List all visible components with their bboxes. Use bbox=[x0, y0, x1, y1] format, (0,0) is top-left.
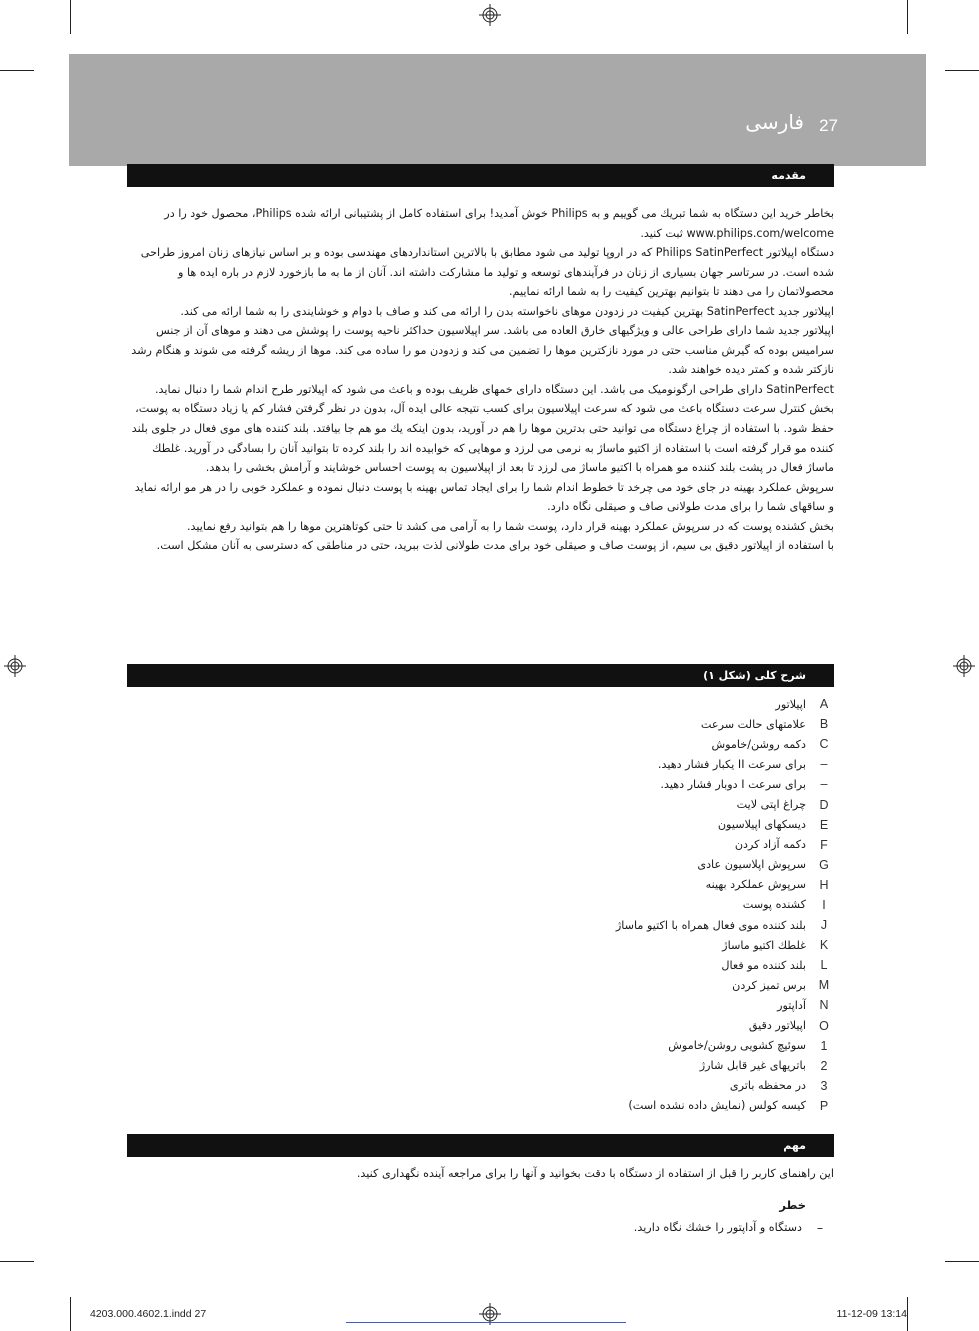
list-item bbox=[128, 955, 838, 975]
item-marker: G bbox=[819, 857, 829, 872]
crop-mark bbox=[70, 0, 71, 34]
crop-mark bbox=[945, 70, 979, 71]
item-marker: 3 bbox=[820, 1078, 828, 1093]
item-label: غلطك اکتیو ماساژ bbox=[722, 938, 806, 952]
item-label: برس تمیز کردن bbox=[732, 978, 806, 992]
list-item bbox=[128, 694, 838, 714]
list-item bbox=[128, 935, 838, 955]
intro-paragraph: اپیلاتور جدید SatinPerfect بهترین کیفیت در زدودن موهای ناخواسته بدن را ارائه می کند و صاف با دوام و خوشایندی را به شما ارائه می کند. bbox=[180, 304, 834, 318]
item-marker: – bbox=[820, 777, 828, 792]
item-label: اپیلاتور دقیق bbox=[748, 1019, 806, 1033]
crop-mark bbox=[70, 1297, 71, 1331]
item-label: آداپتور bbox=[777, 998, 806, 1012]
list-item bbox=[128, 915, 838, 935]
item-marker: – bbox=[820, 757, 828, 772]
item-label: دکمه روشن/خاموش bbox=[711, 737, 806, 751]
item-marker: 1 bbox=[820, 1038, 828, 1053]
list-item bbox=[128, 774, 838, 794]
item-label: برای سرعت I دوبار فشار دهید. bbox=[660, 777, 806, 791]
list-item bbox=[128, 1016, 838, 1036]
footer-datetime: 11-12-09 13:14 bbox=[836, 1308, 907, 1320]
item-label: سوئیچ کشویی روشن/خاموش bbox=[668, 1039, 806, 1053]
item-marker: J bbox=[820, 918, 828, 933]
item-label: بلند کننده مو فعال bbox=[721, 958, 806, 972]
list-item bbox=[128, 875, 838, 895]
page-header bbox=[69, 54, 926, 166]
list-item bbox=[128, 895, 838, 915]
list-item bbox=[128, 754, 838, 774]
item-marker: A bbox=[819, 697, 829, 712]
intro-paragraph: اپیلاتور جدید شما دارای طراحی عالی و ویژگیهای خارق العاده می باشد. سر اپیلاسیون حداکثر ناحیه پوست را پوشش می دهند و موهای آن از جنس سرامیس بوده که گیرش مناسب حتی در مورد نازکترین موها را تضمین می کند و زدودن مو را ساده می کند. موها از ریشه گرفته می شوند و هنگام رشد نازکتر شده و کمتر دیده خواهند شد. bbox=[131, 324, 834, 377]
item-label: علامتهای حالت سرعت bbox=[700, 717, 806, 731]
crop-mark bbox=[0, 70, 34, 71]
danger-item bbox=[144, 1220, 834, 1235]
item-marker: 2 bbox=[820, 1058, 828, 1073]
registration-mark-icon bbox=[4, 655, 26, 677]
item-label: بلند کننده موی فعال همراه با اکتیو ماساژ bbox=[615, 918, 806, 932]
item-label: سرپوش اپلاسیون عادی bbox=[697, 858, 806, 872]
item-marker: L bbox=[820, 958, 828, 973]
registration-mark-icon bbox=[953, 655, 975, 677]
registration-mark-icon bbox=[479, 4, 501, 26]
item-marker: K bbox=[819, 938, 829, 953]
item-marker: M bbox=[818, 978, 830, 993]
item-marker: N bbox=[819, 998, 829, 1013]
important-text: این راهنمای کاربر را قبل از استفاده از دستگاه با دقت بخوانید و آنها را برای مراجعه آینده نگهداری کنید. bbox=[356, 1167, 834, 1180]
item-marker: F bbox=[820, 837, 828, 852]
intro-paragraph: سرپوش عملکرد بهینه در جای خود می چرخد تا خطوط اندام شما را برای ایجاد تماس بهینه با پوست دنبال نموده و عملکرد خوبی را در هر مو ارائه نماید و ساقهای شما را برای مدت طولانی صاف و صیقلی نگاه دارد. bbox=[134, 480, 834, 514]
intro-paragraph: با استفاده از اپیلاتور دقیق بی سیم، از پوست صاف و صیقلی خود برای مدت طولانی لذت ببرید، حتی در مناطقی که دسترسی به آنان مشکل است. bbox=[156, 539, 834, 553]
list-item bbox=[128, 1096, 838, 1116]
item-label: کیسه کولس (نمایش داده نشده است) bbox=[628, 1099, 806, 1113]
intro-paragraph: SatinPerfect دارای طراحی ارگونومیک می باشد. این دستگاه دارای خمهای ظریف بوده و باعث می شود که اپیلاتور طرح اندام شما را دنبال نماید. بخش کنترل سرعت دستگاه باعث می شود که سرعت اپیلاسیون برای کسب نتیجه عالی ایده آل، بدون در نظر گرفتن فشار کم یا زیاد دستگاه به پوست، حفظ شود. با استفاده از چراغ دستگاه می توانید حتی بدترین موها را هم در آورید، بدون اینکه یك مو هم جا بیافتد. بلند کننده های موی فعال در جلوی بلند کننده مو قرار گرفته است با استفاده از اکتیو ماساژ به نرمی می لرزد و موهایی که خوابیده اند را بلند کرده تا بتوانید آنان را بسادگی در آورید. غلطك ماساژ فعال در پشت بلند کننده مو همراه با اکتیو ماساژ می لرزد تا بعد از اپیلاسیون به پوست احساس خوشایند و آرامش بخشی را بدهد. bbox=[131, 382, 834, 475]
list-item bbox=[128, 995, 838, 1015]
crop-mark bbox=[907, 0, 908, 34]
section-heading-overview: شرح کلی (شکل ۱) bbox=[127, 664, 834, 687]
list-item bbox=[128, 835, 838, 855]
item-marker: D bbox=[819, 797, 829, 812]
section-heading-intro: مقدمه bbox=[127, 164, 834, 187]
item-marker: P bbox=[819, 1098, 829, 1113]
item-marker: E bbox=[819, 817, 829, 832]
list-item bbox=[128, 714, 838, 734]
intro-text bbox=[128, 204, 834, 556]
crop-mark bbox=[0, 1261, 34, 1262]
item-marker: – bbox=[816, 1220, 824, 1235]
language-title: فارسی bbox=[745, 110, 804, 134]
list-item bbox=[128, 815, 838, 835]
list-item bbox=[128, 1036, 838, 1056]
intro-paragraph: بخش کشنده پوست که در سرپوش عملکرد بهینه قرار دارد، پوست شما را به آرامی می کشد تا حتی کوتاهترین موها را هم بتوانید رفع نمایید. bbox=[187, 519, 834, 533]
list-item bbox=[128, 975, 838, 995]
crop-mark bbox=[907, 1297, 908, 1331]
item-label: کشنده پوست bbox=[742, 898, 806, 912]
item-label: اپیلاتور bbox=[775, 697, 806, 711]
item-label: برای سرعت II یکبار فشار دهید. bbox=[657, 757, 806, 771]
page-number: 27 bbox=[819, 116, 838, 135]
parts-list bbox=[128, 694, 838, 1116]
intro-paragraph: بخاطر خرید این دستگاه به شما تبریك می گوییم و به Philips خوش آمدید! برای استفاده کامل از پشتیبانی ارائه شده Philips، محصول خود را در www.philips.com/welcome ثبت کنید. bbox=[164, 207, 834, 240]
item-label: دکمه آزاد کردن bbox=[734, 838, 806, 852]
item-label: در محفظه باتری bbox=[729, 1079, 806, 1093]
item-marker: O bbox=[819, 1018, 829, 1033]
footer-rule bbox=[346, 1322, 626, 1323]
item-label: باتریهای غیر قابل شارژ bbox=[699, 1059, 806, 1073]
item-label: چراغ اپتی لایت bbox=[736, 798, 806, 812]
footer-filename: 4203.000.4602.1.indd 27 bbox=[90, 1308, 207, 1320]
list-item bbox=[128, 794, 838, 814]
danger-heading: خطر bbox=[779, 1198, 806, 1212]
danger-item-label: دستگاه و آداپتور را خشك نگاه دارید. bbox=[633, 1221, 802, 1234]
section-heading-important: مهم bbox=[127, 1134, 834, 1157]
crop-mark bbox=[945, 1261, 979, 1262]
item-marker: C bbox=[819, 737, 829, 752]
item-marker: B bbox=[819, 717, 829, 732]
item-label: سرپوش عملکرد بهینه bbox=[705, 878, 806, 892]
intro-paragraph: دستگاه اپیلاتور Philips SatinPerfect که در اروپا تولید می شود مطابق با بالاترین استانداردهای مهندسی بوده و بر اساس نیازهای زنان امروز طراحی شده است. در سرتاسر جهان بسیاری از زنان در فرآیندهای توسعه و تولید ما مشارکت داشته اند. آنان از ما به ما بازخورد لازم در باره ایده ها و محصولاتمان را می دهند تا بتوانیم بهترین کیفیت را به شما ارائه نماییم. bbox=[140, 246, 834, 299]
list-item bbox=[128, 1076, 838, 1096]
item-label: دیسکهای اپیلاسیون bbox=[717, 818, 806, 832]
list-item bbox=[128, 1056, 838, 1076]
item-marker: H bbox=[819, 877, 829, 892]
list-item bbox=[128, 734, 838, 754]
list-item bbox=[128, 855, 838, 875]
item-marker: I bbox=[822, 897, 826, 912]
